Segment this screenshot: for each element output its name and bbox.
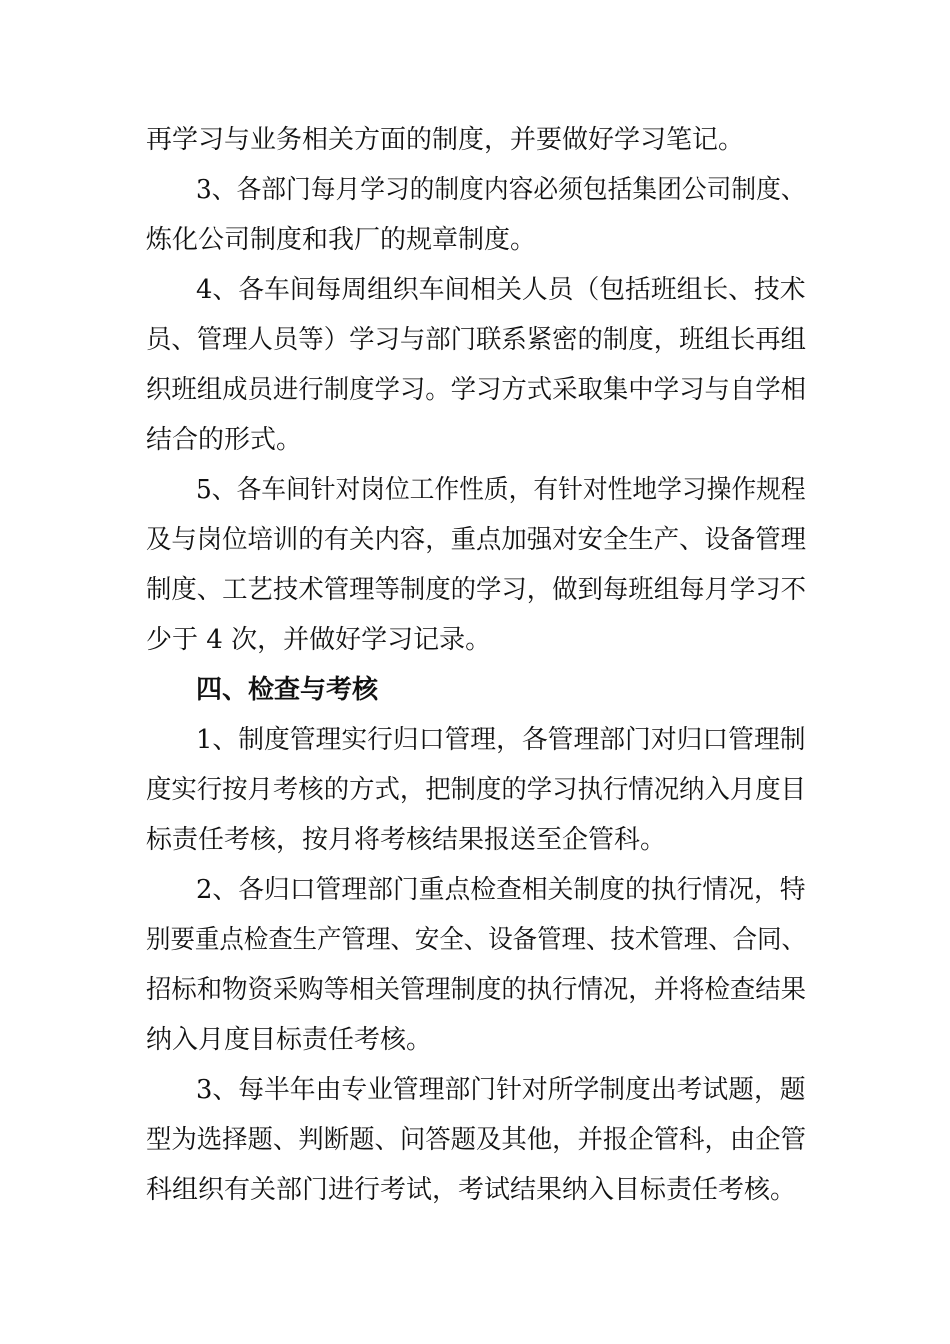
section-heading: 四、检查与考核 [196,675,379,705]
paragraph-line: 3、每半年由专业管理部门针对所学制度出考试题，题 [196,1075,806,1105]
paragraph-line: 招标和物资采购等相关管理制度的执行情况，并将检查结果 [146,975,807,1005]
paragraph-line: 3、各部门每月学习的制度内容必须包括集团公司制度、 [196,175,806,205]
paragraph-line: 再学习与业务相关方面的制度，并要做好学习笔记。 [146,125,745,155]
paragraph-line: 炼化公司制度和我厂的规章制度。 [146,225,537,255]
paragraph-line: 科组织有关部门进行考试，考试结果纳入目标责任考核。 [146,1175,797,1205]
paragraph-line: 纳入月度目标责任考核。 [146,1025,433,1055]
paragraph-line: 制度、工艺技术管理等制度的学习，做到每班组每月学习不 [146,575,807,605]
paragraph-line: 织班组成员进行制度学习。学习方式采取集中学习与自学相 [146,375,807,405]
paragraph-line: 员、管理人员等）学习与部门联系紧密的制度，班组长再组 [146,325,807,355]
paragraph-line: 及与岗位培训的有关内容，重点加强对安全生产、设备管理 [146,525,807,555]
paragraph-line: 别要重点检查生产管理、安全、设备管理、技术管理、合同、 [146,925,807,955]
paragraph-line: 标责任考核，按月将考核结果报送至企管科。 [146,825,667,855]
paragraph-line: 结合的形式。 [146,425,303,455]
paragraph-line: 2、各归口管理部门重点检查相关制度的执行情况，特 [196,875,806,905]
paragraph-line: 少于 4 次，并做好学习记录。 [146,625,492,655]
paragraph-line: 度实行按月考核的方式，把制度的学习执行情况纳入月度目 [146,775,807,805]
paragraph-line: 4、各车间每周组织车间相关人员（包括班组长、技术 [196,275,806,305]
paragraph-line: 型为选择题、判断题、问答题及其他，并报企管科，由企管 [146,1125,807,1155]
paragraph-line: 1、制度管理实行归口管理，各管理部门对归口管理制 [196,725,806,755]
paragraph-line: 5、各车间针对岗位工作性质，有针对性地学习操作规程 [196,475,806,505]
